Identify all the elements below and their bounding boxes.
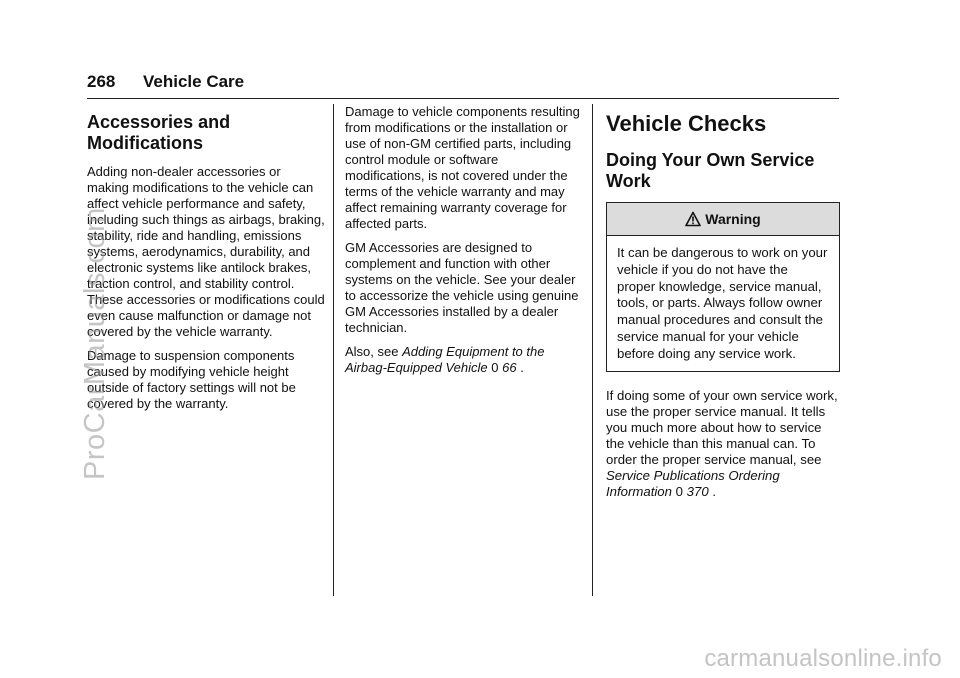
text: Also, see <box>345 344 403 359</box>
paragraph: Damage to suspension components caused by modifying vehicle height outside of factory settings will not be covered by the warranty. <box>87 348 296 411</box>
warning-box <box>606 202 840 372</box>
paragraph-cross-reference <box>345 344 581 376</box>
header-rule <box>87 98 839 99</box>
paragraph: Damage to vehicle components resulting from modifications or the installation or use of non-GM certified parts, including control module or software modifications, is not covered under the terms of the vehicle warranty and may affect remaining warranty coverage for affected parts. <box>345 104 580 231</box>
warning-header <box>607 203 839 236</box>
warning-triangle-icon <box>685 211 701 227</box>
text: If doing some of your own service work, use the proper service manual. It tells you much more about how to service the vehicle than this manual can. To order the proper service manual, see <box>606 387 838 467</box>
footer-watermark: carmanualsonline.info <box>704 645 942 672</box>
page-ref-arrow: 0 <box>491 360 499 375</box>
section-heading-accessories: Accessories and Modifications <box>87 112 231 153</box>
cross-reference-link[interactable]: Service Publications Ordering Information <box>606 467 780 499</box>
page-reference[interactable]: 66 <box>502 360 517 375</box>
paragraph: GM Accessories are designed to complement and function with other systems on the vehicle. See your dealer to accessorize the vehicle using genuine GM Accessories installed by a dealer technician. <box>345 240 579 335</box>
text: . <box>708 483 717 499</box>
paragraph-cross-reference <box>606 388 840 500</box>
column-3 <box>606 104 840 508</box>
column-1 <box>87 104 325 420</box>
section-heading-service-work: Doing Your Own Service Work <box>606 150 815 191</box>
paragraph: Adding non-dealer accessories or making modifications to the vehicle can affect vehicle performance and safety, including such things as airbags, braking, stability, ride and handling, emissions systems, aerodynamics, durability, and electronic systems like antilock brakes, traction control, and stability control. These accessories or modifications could even cause malfunction or damage not covered by the vehicle warranty. <box>87 164 325 339</box>
page-header <box>87 72 839 92</box>
page-reference[interactable]: 370 <box>686 483 709 499</box>
warning-text: It can be dangerous to work on your vehicle if you do not have the proper knowledge, service manual, tools, or parts. Always follow owner manual procedures and consult the service manual for your vehicle before doing any service work. <box>617 245 828 361</box>
text: . <box>516 360 524 375</box>
warning-title: Warning <box>705 211 761 227</box>
side-watermark: ProCarManuals.com <box>79 207 111 480</box>
running-title: Vehicle Care <box>143 72 245 91</box>
column-2 <box>345 104 581 384</box>
column-divider-2 <box>592 104 593 596</box>
page-ref-arrow: 0 <box>675 483 683 499</box>
column-divider-1 <box>333 104 334 596</box>
page-number: 268 <box>87 72 116 91</box>
cross-reference-link[interactable]: Adding Equipment to the Airbag-Equipped Vehicle <box>345 344 545 375</box>
chapter-heading: Vehicle Checks <box>606 111 767 136</box>
